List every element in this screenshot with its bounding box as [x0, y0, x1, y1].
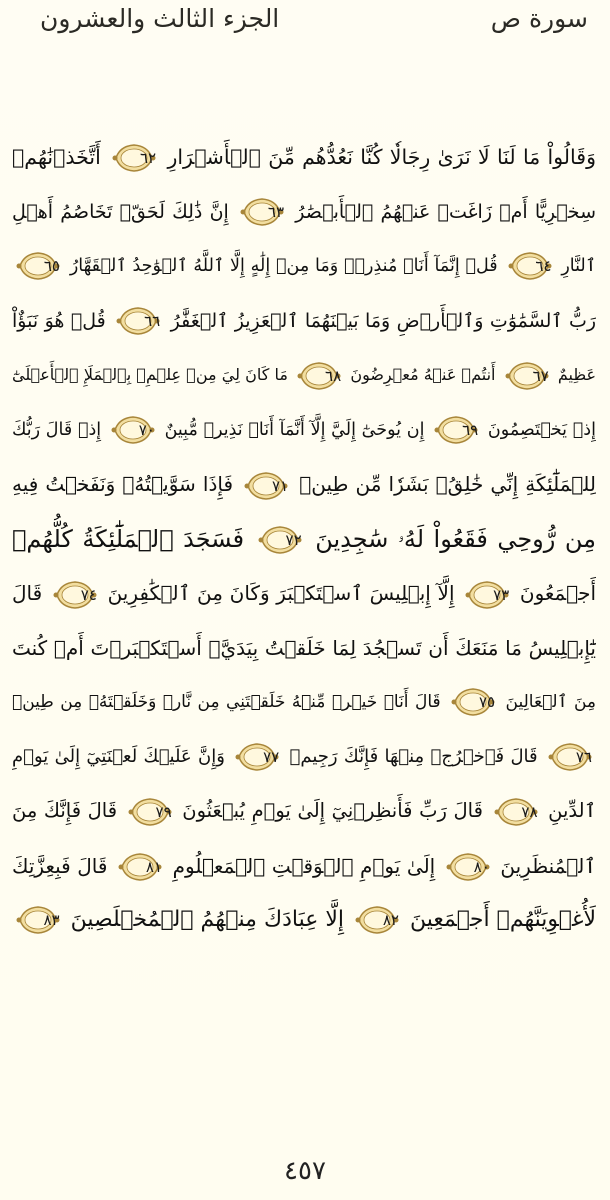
- verse-text: رَبُّ ٱلسَّمَٰوَٰتِ وَٱلۡأَرۡضِ وَمَا بَيۡنَهُمَا ٱلۡعَزِيزُ ٱلۡغَفَّٰرُ: [170, 309, 596, 332]
- verse-text: إِلَّآ إِبۡلِيسَ ٱسۡتَكۡبَرَ وَكَانَ مِنَ ٱلۡكَٰفِرِينَ: [107, 581, 455, 605]
- verse-text: مَا كَانَ لِيَ مِنۡ عِلۡمِۭ بِٱلۡمَلَإِ ٱلۡأَعۡلَىٰٓ: [12, 365, 288, 384]
- ayah-number: ٧٠: [138, 420, 155, 439]
- ayah-number: ٧٢: [285, 530, 302, 549]
- verse-text: ٱلنَّارِ: [561, 256, 596, 276]
- ayah-number: ٦٦: [144, 312, 161, 330]
- verse-text: إِلَىٰ يَوۡمِ ٱلۡوَقۡتِ ٱلۡمَعۡلُومِ: [172, 853, 436, 878]
- page-header: [0, 0, 610, 50]
- text-line: [12, 566, 596, 621]
- text-line: [12, 621, 596, 676]
- verse-text: مِن رُّوحِي فَقَعُواْ لَهُۥ سَٰجِدِينَ: [315, 524, 596, 553]
- ayah-number: ٦٢: [140, 149, 157, 167]
- ayah-number: ٨٠: [473, 858, 490, 876]
- ayah-number-marker: [16, 904, 60, 936]
- ayah-number-marker: [118, 851, 162, 883]
- ayah-number-marker: [112, 142, 156, 174]
- verse-text: قَالَ أَنَا۠ خَيۡرٞ مِّنۡهُ خَلَقۡتَنِي مِن نَّارٖ وَخَلَقۡتَهُۥ مِن طِينٖ: [12, 692, 441, 712]
- text-line: [12, 839, 596, 894]
- verse-text: مِنَ ٱلۡعَالِينَ: [505, 692, 596, 712]
- verse-text: وَقَالُواْ مَا لَنَا لَا نَرَىٰ رِجَالٗا كُنَّا نَعُدُّهُم مِّنَ ٱلۡأَشۡرَارِ: [167, 145, 596, 169]
- ayah-number: ٦٧: [532, 366, 549, 385]
- text-line: [12, 185, 596, 240]
- text-line: [12, 457, 596, 512]
- verse-text: أَنتُمۡ عَنۡهُ مُعۡرِضُونَ: [350, 365, 496, 384]
- verse-text: قَالَ فَٱخۡرُجۡ مِنۡهَا فَإِنَّكَ رَجِيمٞ: [289, 745, 538, 767]
- verse-text: إِن يُوحَىٰٓ إِلَيَّ إِلَّآ أَنَّمَآ أَنَا۠ نَذِيرٞ مُّبِينٌ: [164, 419, 425, 440]
- verse-text: ٱلۡمُنظَرِينَ: [500, 853, 596, 878]
- ayah-number: ٧٨: [521, 802, 538, 821]
- verse-text: إِلَّا عِبَادَكَ مِنۡهُمُ ٱلۡمُخۡلَصِينَ: [70, 907, 344, 932]
- ayah-number: ٨٢: [382, 911, 399, 929]
- ayah-number-marker: [508, 250, 552, 282]
- verse-text: فَإِذَا سَوَّيۡتُهُۥ وَنَفَخۡتُ فِيهِ: [12, 472, 234, 496]
- juz-name: الجزء الثالث والعشرون: [40, 4, 280, 33]
- ayah-number: ٨٣: [43, 911, 60, 929]
- ayah-number: ٧٥: [478, 693, 496, 711]
- ayah-number: ٧٦: [575, 747, 592, 766]
- ayah-number-marker: [235, 741, 279, 773]
- ayah-number: ٦٣: [267, 203, 285, 221]
- verse-text: قَالَ فَإِنَّكَ مِنَ: [12, 799, 118, 822]
- verse-text: لَأُغۡوِيَنَّهُمۡ أَجۡمَعِينَ: [410, 907, 596, 932]
- verse-text: قَالَ رَبِّ فَأَنظِرۡنِيٓ إِلَىٰ يَوۡمِ يُبۡعَثُونَ: [182, 799, 483, 822]
- text-line: [12, 893, 596, 948]
- ayah-number: ٨١: [145, 858, 163, 876]
- ayah-number-marker: [297, 360, 341, 392]
- ayah-number-marker: [548, 741, 592, 773]
- ayah-number-marker: [111, 414, 155, 446]
- text-line: [12, 403, 596, 458]
- verse-text: فَسَجَدَ ٱلۡمَلَٰٓئِكَةُ كُلُّهُمۡ: [12, 524, 245, 553]
- ayah-number-marker: [451, 686, 495, 718]
- verse-text: أَتَّخَذۡنَٰهُمۡ: [12, 145, 101, 169]
- verse-text: لِلۡمَلَٰٓئِكَةِ إِنِّي خَٰلِقُۢ بَشَرٗا مِّن طِينٖ: [299, 472, 596, 496]
- ayah-number: ٧٣: [493, 585, 510, 604]
- ayah-number: ٧٧: [263, 747, 280, 766]
- ayah-number-marker: [446, 851, 490, 883]
- ayah-number-marker: [505, 360, 549, 392]
- verse-text: يَٰٓإِبۡلِيسُ مَا مَنَعَكَ أَن تَسۡجُدَ لِمَا خَلَقۡتُ بِيَدَيَّۖ أَسۡتَكۡبَرۡتَ أَمۡ كُنتَ: [12, 635, 596, 660]
- ayah-number-marker: [258, 524, 302, 556]
- ayah-number: ٦٩: [462, 420, 479, 439]
- ayah-number-marker: [244, 470, 288, 502]
- text-line: [12, 730, 596, 785]
- verse-text: إِذۡ قَالَ رَبُّكَ: [12, 419, 102, 440]
- verse-text: قَالَ فَبِعِزَّتِكَ: [12, 853, 108, 878]
- verse-text: ٱلدِّينِ: [548, 799, 596, 822]
- ayah-number-marker: [128, 796, 172, 828]
- text-line: [12, 675, 596, 730]
- text-line: [12, 784, 596, 839]
- page-number: ٤٥٧: [284, 1156, 326, 1186]
- quran-text: [12, 130, 596, 1150]
- ayah-number: ٧٩: [155, 802, 172, 821]
- ayah-number-marker: [434, 414, 478, 446]
- ayah-number-marker: [116, 305, 160, 337]
- verse-text: إِذۡ يَخۡتَصِمُونَ: [487, 419, 596, 440]
- verse-text: أَجۡمَعُونَ: [519, 581, 596, 605]
- verse-text: عَظِيمٌ: [557, 365, 596, 384]
- ayah-number: ٦٥: [43, 257, 60, 275]
- verse-text: وَإِنَّ عَلَيۡكَ لَعۡنَتِيٓ إِلَىٰ يَوۡمِ: [12, 745, 225, 767]
- surah-name: سورة ص: [490, 4, 588, 33]
- ayah-number-marker: [53, 579, 97, 611]
- ayah-number-marker: [355, 904, 399, 936]
- text-line: [12, 348, 596, 403]
- ayah-number: ٦٤: [535, 257, 552, 275]
- ayah-number-marker: [465, 579, 509, 611]
- ayah-number-marker: [240, 196, 284, 228]
- text-line: [12, 512, 596, 567]
- verse-text: إِنَّ ذَٰلِكَ لَحَقّٞ تَخَاصُمُ أَهۡلِ: [12, 200, 229, 223]
- ayah-number: ٧١: [272, 476, 289, 495]
- verse-text: قُلۡ إِنَّمَآ أَنَا۠ مُنذِرٞۖ وَمَا مِنۡ إِلَٰهٍ إِلَّا ٱللَّهُ ٱلۡوَٰحِدُ ٱلۡقَهَّارُ: [69, 256, 498, 276]
- ayah-number-marker: [16, 250, 60, 282]
- text-line: [12, 239, 596, 294]
- ayah-number: ٦٨: [325, 366, 342, 385]
- verse-text: قُلۡ هُوَ نَبَؤٌاْ: [12, 309, 106, 332]
- ayah-number-marker: [494, 796, 538, 828]
- ayah-number: ٧٤: [80, 585, 97, 604]
- text-line: [12, 294, 596, 349]
- verse-text: سِخۡرِيًّا أَمۡ زَاغَتۡ عَنۡهُمُ ٱلۡأَبۡصَٰرُ: [295, 200, 596, 223]
- verse-text: قَالَ: [12, 581, 43, 605]
- text-line: [12, 130, 596, 185]
